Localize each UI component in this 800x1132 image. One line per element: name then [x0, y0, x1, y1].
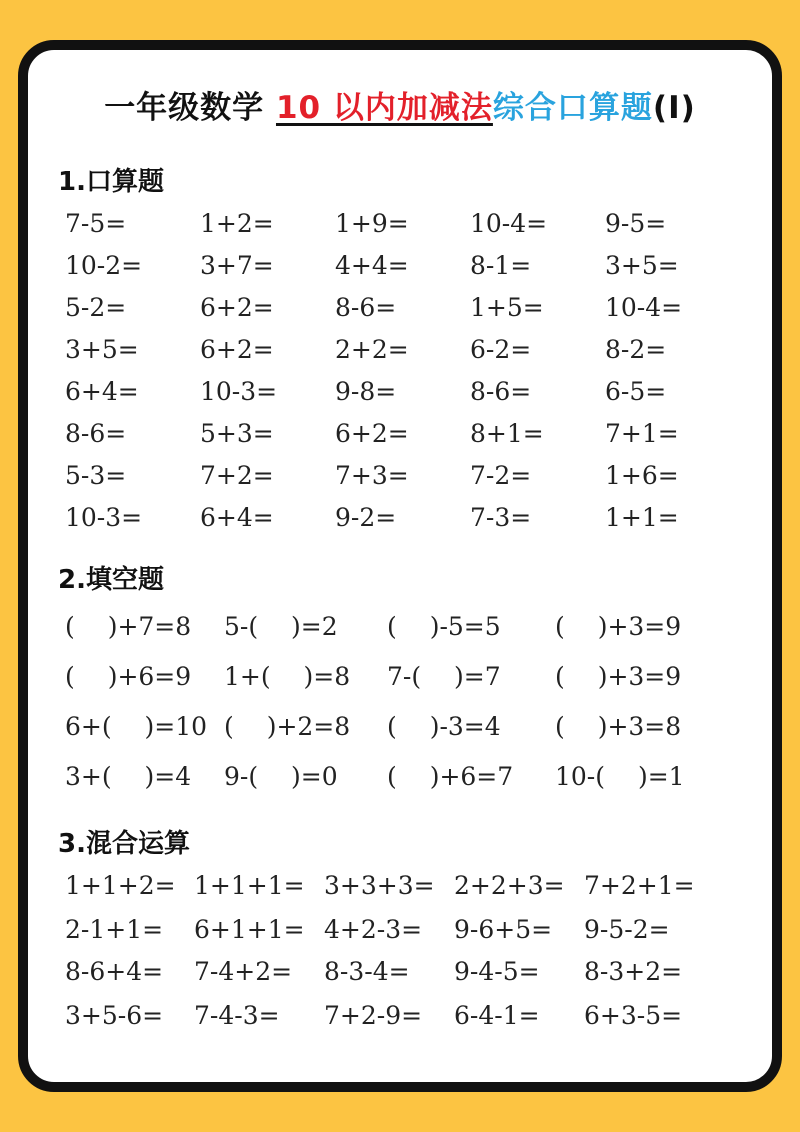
problem-item: 8+1=	[470, 419, 544, 448]
problem-item: 6+( )=10	[65, 712, 208, 741]
problem-item: 3+3+3=	[324, 871, 435, 900]
problem-row	[0, 500, 800, 536]
title-number: (Ⅰ)	[652, 90, 696, 126]
problem-item: 5-( )=2	[224, 612, 338, 641]
problem-item: 6+4=	[65, 377, 139, 406]
problem-item: 8-6=	[335, 293, 397, 322]
problem-item: 8-2=	[605, 335, 667, 364]
problem-item: ( )+3=9	[555, 662, 682, 691]
problem-item: 10-2=	[65, 251, 143, 280]
problem-item: 9-( )=0	[224, 762, 338, 791]
problem-item: 7+2=	[200, 461, 274, 490]
problem-item: 6+3-5=	[584, 1001, 683, 1030]
problem-item: 9-5-2=	[584, 915, 670, 944]
problem-item: 8-6=	[65, 419, 127, 448]
problem-item: 7+3=	[335, 461, 409, 490]
problem-item: 6-5=	[605, 377, 667, 406]
problem-item: 7-3=	[470, 503, 532, 532]
problem-item: 1+9=	[335, 209, 409, 238]
problem-item: 8-1=	[470, 251, 532, 280]
problem-item: 10-4=	[605, 293, 683, 322]
title-grade: 一年级数学	[104, 90, 276, 126]
problem-item: 7-5=	[65, 209, 127, 238]
problem-item: 8-6+4=	[65, 957, 164, 986]
problem-item: 9-6+5=	[454, 915, 553, 944]
problem-item: 3+5=	[605, 251, 679, 280]
problem-item: 7-4-3=	[194, 1001, 280, 1030]
problem-item: 8-6=	[470, 377, 532, 406]
problem-item: ( )-5=5	[387, 612, 501, 641]
problem-row	[0, 206, 800, 242]
problem-item: 7+2+1=	[584, 871, 695, 900]
problem-item: ( )+7=8	[65, 612, 192, 641]
problem-item: 7-4+2=	[194, 957, 293, 986]
problem-item: 1+6=	[605, 461, 679, 490]
problem-item: 6+2=	[200, 293, 274, 322]
problem-item: 1+1+1=	[194, 871, 305, 900]
problem-item: 7-( )=7	[387, 662, 501, 691]
problem-row	[0, 659, 800, 695]
problem-item: 10-3=	[65, 503, 143, 532]
problem-item: 2+2=	[335, 335, 409, 364]
problem-item: 6+2=	[200, 335, 274, 364]
problem-row	[0, 458, 800, 494]
problem-row	[0, 759, 800, 795]
problem-item: ( )-3=4	[387, 712, 501, 741]
problem-item: 6+1+1=	[194, 915, 305, 944]
problem-item: 2-1+1=	[65, 915, 164, 944]
problem-item: 1+( )=8	[224, 662, 351, 691]
problem-item: 7+1=	[605, 419, 679, 448]
problem-row	[0, 912, 800, 948]
problem-item: 9-4-5=	[454, 957, 540, 986]
problem-row	[0, 332, 800, 368]
problem-item: 9-5=	[605, 209, 667, 238]
problem-item: ( )+3=8	[555, 712, 682, 741]
problem-item: ( )+2=8	[224, 712, 351, 741]
problem-row	[0, 954, 800, 990]
problem-item: 6-4-1=	[454, 1001, 540, 1030]
problem-item: 5+3=	[200, 419, 274, 448]
problem-item: 9-2=	[335, 503, 397, 532]
section-heading-oral: 1.口算题	[58, 167, 164, 197]
problem-row	[0, 609, 800, 645]
problem-item: 1+1=	[605, 503, 679, 532]
title-topic: 10 以内加减法	[275, 90, 493, 126]
problem-item: 7-2=	[470, 461, 532, 490]
problem-item: 5-2=	[65, 293, 127, 322]
problem-item: 1+2=	[200, 209, 274, 238]
problem-row	[0, 374, 800, 410]
problem-row	[0, 998, 800, 1034]
problem-row	[0, 416, 800, 452]
problem-item: ( )+3=9	[555, 612, 682, 641]
problem-item: 3+5=	[65, 335, 139, 364]
problem-row	[0, 248, 800, 284]
problem-item: 4+2-3=	[324, 915, 423, 944]
problem-item: 8-3+2=	[584, 957, 683, 986]
problem-item: 3+( )=4	[65, 762, 192, 791]
problem-item: 7+2-9=	[324, 1001, 423, 1030]
problem-row	[0, 709, 800, 745]
title-type: 综合口算题	[492, 90, 653, 126]
problem-row	[0, 868, 800, 904]
section-heading-mixed: 3.混合运算	[58, 829, 190, 859]
problem-item: 9-8=	[335, 377, 397, 406]
problem-item: 10-3=	[200, 377, 278, 406]
problem-item: 3+5-6=	[65, 1001, 164, 1030]
problem-item: 5-3=	[65, 461, 127, 490]
problem-item: 10-4=	[470, 209, 548, 238]
problem-row	[0, 290, 800, 326]
problem-item: ( )+6=7	[387, 762, 514, 791]
problem-item: 6-2=	[470, 335, 532, 364]
problem-item: 1+1+2=	[65, 871, 176, 900]
problem-item: 2+2+3=	[454, 871, 565, 900]
problem-item: 10-( )=1	[555, 762, 685, 791]
section-heading-fill-blank: 2.填空题	[58, 565, 164, 595]
problem-item: 6+4=	[200, 503, 274, 532]
problem-item: 8-3-4=	[324, 957, 410, 986]
problem-item: 4+4=	[335, 251, 409, 280]
problem-item: 6+2=	[335, 419, 409, 448]
worksheet-title	[0, 88, 800, 128]
problem-item: 1+5=	[470, 293, 544, 322]
problem-item: 3+7=	[200, 251, 274, 280]
problem-item: ( )+6=9	[65, 662, 192, 691]
